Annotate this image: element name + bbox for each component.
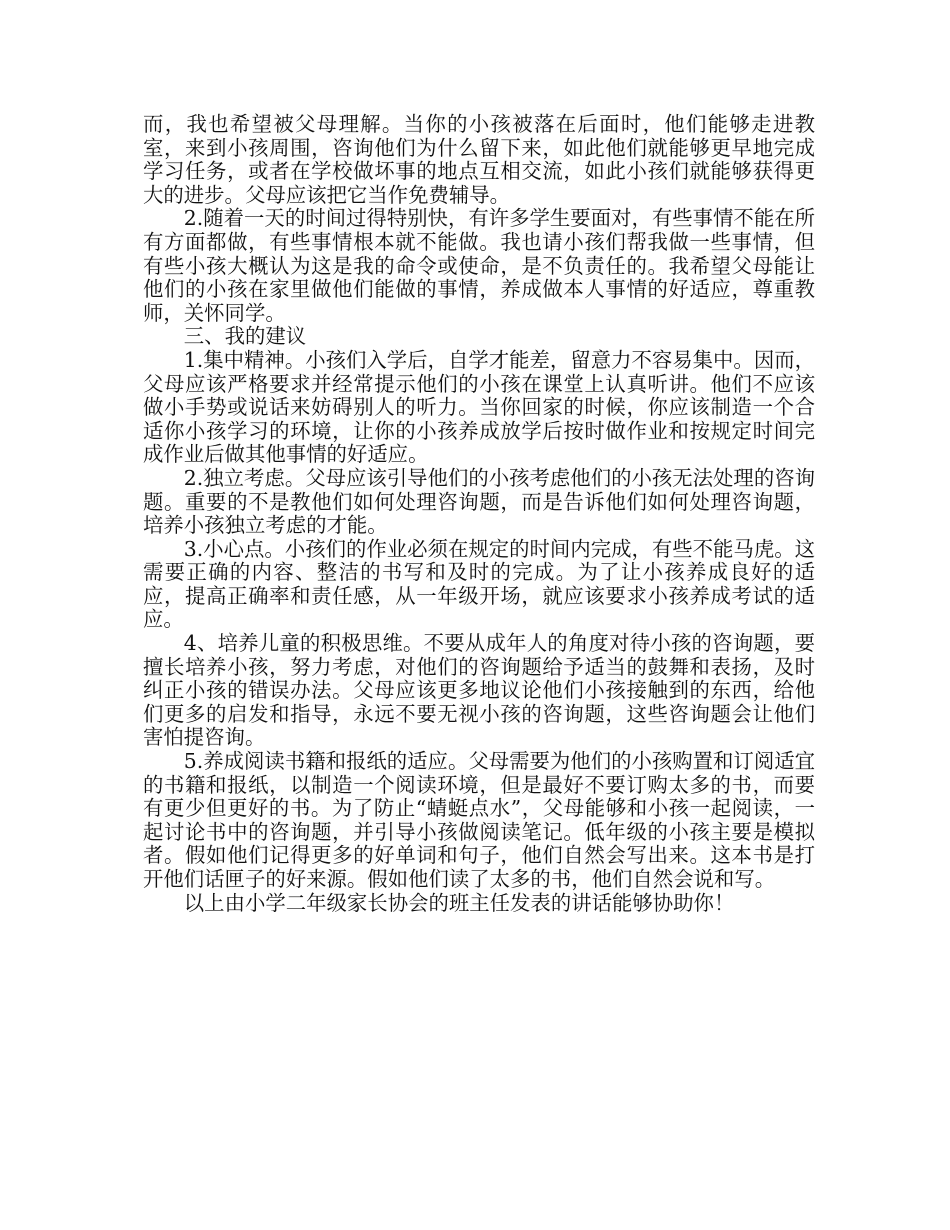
paragraph-suggestion-carefulness: 3.小心点。小孩们的作业必须在规定的时间内完成，有些不能马虎。这需要正确的内容、整洁的书写和及时的完成。为了让小孩养成良好的适应，提高正确率和责任感，从一年级开场，就应该要求小孩养成考试的适应。 <box>143 536 815 632</box>
paragraph-suggestion-independent-thinking: 2.独立考虑。父母应该引导他们的小孩考虑他们的小孩无法处理的咨询题。重要的不是教他们如何处理咨询题，而是告诉他们如何处理咨询题，培养小孩独立考虑的才能。 <box>143 465 815 538</box>
document-page <box>143 113 815 915</box>
paragraph-closing: 以上由小学二年级家长协会的班主任发表的讲话能够协助你！ <box>183 890 735 915</box>
paragraph-suggestion-focus: 1.集中精神。小孩们入学后，自学才能差，留意力不容易集中。因而，父母应该严格要求并经常提示他们的小孩在课堂上认真听讲。他们不应该做小手势或说话来妨碍别人的听力。当你回家的时候，你应该制造一个合适你小孩学习的环境，让你的小孩养成放学后按时做作业和按规定时间完成作业后做其他事情的好适应。 <box>143 347 815 467</box>
paragraph-suggestion-reading: 5.养成阅读书籍和报纸的适应。父母需要为他们的小孩购置和订阅适宜的书籍和报纸，以制造一个阅读环境，但是最好不要订购太多的书，而要有更少但更好的书。为了防止“蜻蜓点水”，父母能够和小孩一起阅读，一起讨论书中的咨询题，并引导小孩做阅读笔记。低年级的小孩主要是模拟者。假如他们记得更多的好单词和句子，他们自然会写出来。这本书是打开他们话匣子的好来源。假如他们读了太多的书，他们自然会说和写。 <box>143 749 815 891</box>
paragraph-parent-understanding: 而，我也希望被父母理解。当你的小孩被落在后面时，他们能够走进教室，来到小孩周围，咨询他们为什么留下来，如此他们就能够更早地完成学习任务，或者在学校做坏事的地点互相交流，如此小孩们就能够获得更大的进步。父母应该把它当作免费辅导。 <box>143 112 815 207</box>
paragraph-suggestion-positive-thinking: 4、培养儿童的积极思维。不要从成年人的角度对待小孩的咨询题，要擅长培养小孩，努力考虑，对他们的咨询题给予适当的鼓舞和表扬，及时纠正小孩的错误办法。父母应该更多地议论他们小孩接触到的东西，给他们更多的启发和指导，永远不要无视小孩的咨询题，这些咨询题会让他们害怕提咨询。 <box>143 631 815 750</box>
paragraph-point-2-responsibility: 2.随着一天的时间过得特别快，有许多学生要面对，有些事情不能在所有方面都做，有些事情根本就不能做。我也请小孩们帮我做一些事情，但有些小孩大概认为这是我的命令或使命，是不负责任的。我希望父母能让他们的小孩在家里做他们能做的事情，养成做本人事情的好适应，尊重教师，关怀同学。 <box>143 206 815 325</box>
section-heading-suggestions: 三、我的建议 <box>183 324 307 349</box>
